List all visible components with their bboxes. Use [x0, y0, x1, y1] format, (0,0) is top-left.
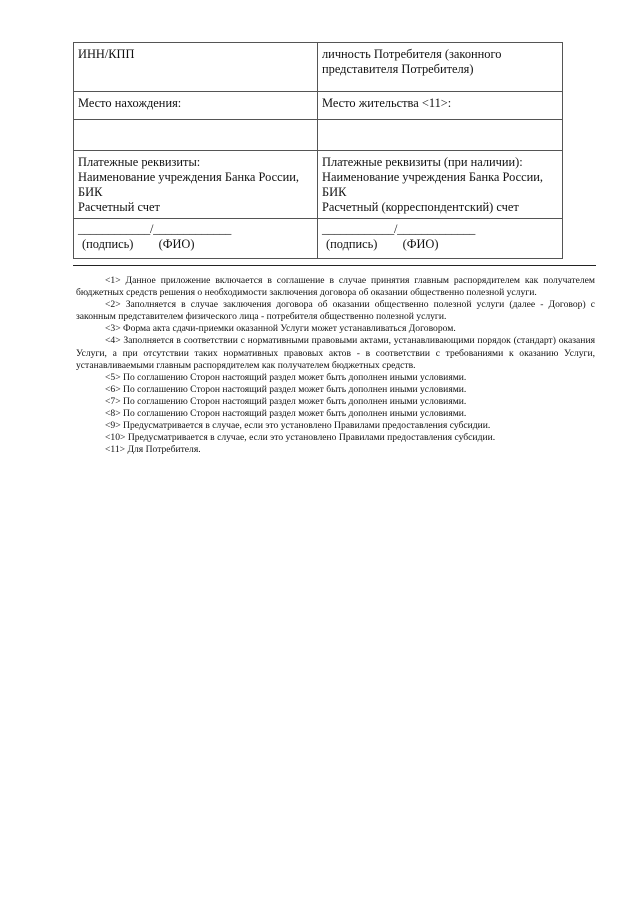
consumer-identity-label: личность Потребителя (законного представителя Потребителя)	[322, 47, 502, 76]
empty-cell-right	[318, 120, 563, 151]
inn-kpp-cell	[74, 43, 318, 92]
bik-label: БИК	[78, 185, 103, 199]
payment-details-title: Платежные реквизиты (при наличии):	[322, 155, 523, 169]
footnote-4: <4> Заполняется в соответствии с нормативными правовыми актами, устанавливающими порядок (стандарт) оказания Услуги, а при отсутствии таких нормативных правовых актов - в соответствии с требованиями к оказанию Услуги, устанавливаемыми главным распорядителем как получателем бюджетных средств.	[76, 335, 595, 371]
signature-caption: (подпись)	[326, 237, 378, 251]
footnote-5: <5> По соглашению Сторон настоящий раздел может быть дополнен иными условиями.	[105, 371, 467, 383]
residence-label: Место жительства <11>:	[322, 96, 452, 110]
payment-details-title: Платежные реквизиты:	[78, 155, 201, 169]
footnote-9: <9> Предусматривается в случае, если это установлено Правилами предоставления субсидии.	[105, 420, 491, 432]
fio-caption: (ФИО)	[402, 237, 439, 251]
signature-cell-left	[74, 219, 318, 259]
bank-name-label: Наименование учреждения Банка России,	[78, 170, 299, 184]
consumer-identity-cell	[318, 43, 563, 92]
footnote-2: <2> Заполняется в случае заключения договора об оказании общественно полезной услуги (далее - Договор) с законным представителем физического лица - потребителя общественно полезной услуги.	[76, 299, 595, 323]
inn-kpp-label: ИНН/КПП	[78, 47, 135, 61]
signature-line: ____________/_____________	[78, 222, 232, 236]
residence-cell	[318, 92, 563, 120]
table-row	[74, 151, 563, 219]
footnote-8: <8> По соглашению Сторон настоящий раздел может быть дополнен иными условиями.	[105, 408, 467, 420]
table-row	[74, 219, 563, 259]
table-row	[74, 120, 563, 151]
signature-line: ____________/_____________	[322, 222, 476, 236]
empty-cell-left	[74, 120, 318, 151]
bank-name-label: Наименование учреждения Банка России,	[322, 170, 543, 184]
footnotes	[76, 275, 595, 456]
signature-cell-right	[318, 219, 563, 259]
table-row	[74, 43, 563, 92]
footnote-3: <3> Форма акта сдачи-приемки оказанной Услуги может устанавливаться Договором.	[105, 323, 456, 335]
footnote-11: <11> Для Потребителя.	[105, 444, 201, 456]
signature-caption: (подпись)	[82, 237, 134, 251]
account-label: Расчетный (корреспондентский) счет	[322, 200, 519, 214]
payment-details-cell-right	[318, 151, 563, 219]
bik-label: БИК	[322, 185, 347, 199]
table-row	[74, 92, 563, 120]
location-label: Место нахождения:	[78, 96, 182, 110]
account-label: Расчетный счет	[78, 200, 160, 214]
requisites-table	[73, 42, 563, 259]
footnote-1: <1> Данное приложение включается в соглашение в случае принятия главным распорядителем как получателем бюджетных средств решения о необходимости заключения договора об оказании общественно полезной услуги.	[76, 275, 595, 299]
footnote-separator	[73, 265, 596, 266]
fio-caption: (ФИО)	[158, 237, 195, 251]
footnote-7: <7> По соглашению Сторон настоящий раздел может быть дополнен иными условиями.	[105, 395, 467, 407]
location-cell	[74, 92, 318, 120]
footnote-10: <10> Предусматривается в случае, если это установлено Правилами предоставления субсидии.	[105, 432, 496, 444]
footnote-6: <6> По соглашению Сторон настоящий раздел может быть дополнен иными условиями.	[105, 383, 467, 395]
payment-details-cell-left	[74, 151, 318, 219]
